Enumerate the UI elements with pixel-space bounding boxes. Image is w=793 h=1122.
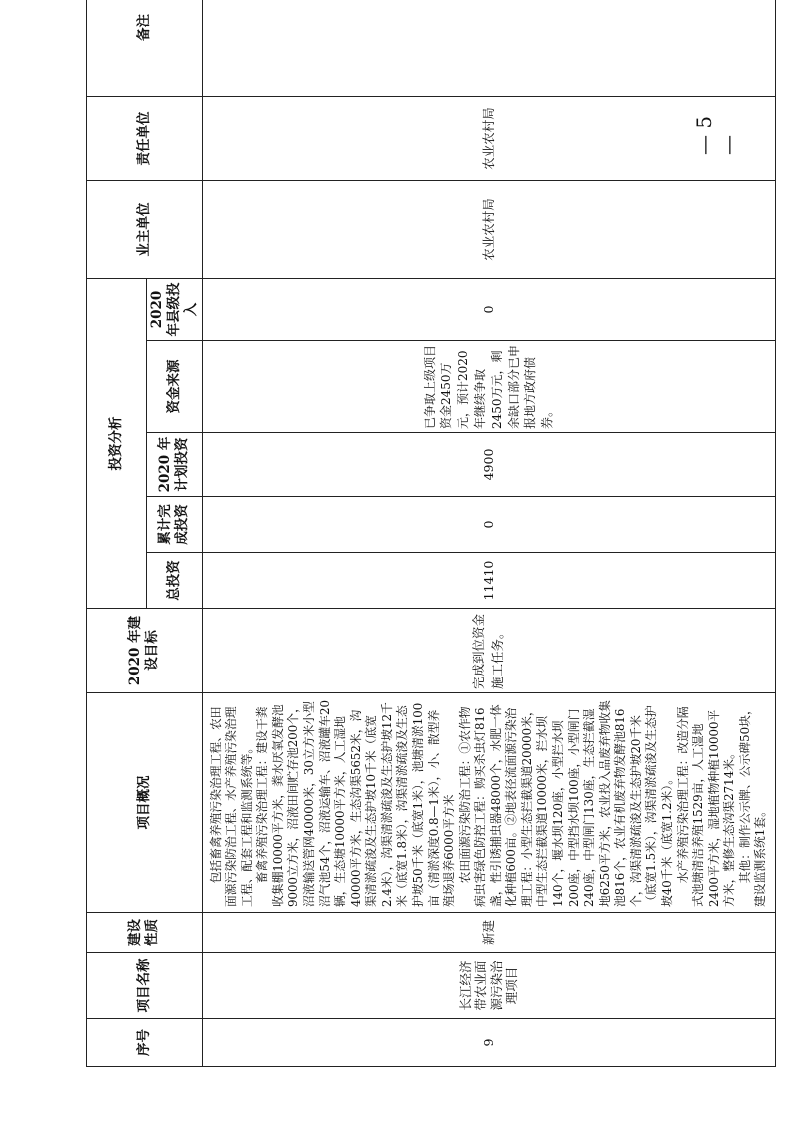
cell-plan-2020: 4900	[202, 433, 775, 497]
cell-target-2020: 完成到位资金施工任务。	[202, 609, 775, 693]
header-county-2020: 2020 年县级投入	[147, 278, 203, 340]
header-plan-2020: 2020 年计划投资	[147, 433, 203, 497]
header-seq: 序号	[87, 1019, 203, 1067]
header-fund-source: 资金来源	[147, 341, 203, 433]
header-responsible-unit: 责任单位	[87, 96, 203, 180]
header-overview: 项目概况	[87, 693, 203, 913]
overview-para-3: 农田面源污染防治工程：①农作物病虫害绿色防控工程：购买杀虫灯816盏，性引诱捕虫器48000个，水肥一体化种植600亩。②地表径流面源污染治理工程：小型生态拦截渠道20000米，中型生态拦截渠道10000米，拦水坝140个，堰水坝120座，小型拦水坝200座，中型挡水坝100座，小型闸门240座，中型闸门130座，生态拦截湿地6250平方米，农业投入品废弃物收集池816个，农业有机废弃物发酵池816个，沟渠清淤疏浚及生态护坡20千米（底宽1.5米），沟渠清淤疏浚及生态护坡40千米（底宽1.2米）。	[457, 700, 674, 907]
table-row	[202, 0, 775, 1067]
cell-fund-source: 已争取上级项目资金2450万元，预计2020年继续争取2450万元，剩余缺口部分已申报地方政府债券。	[202, 341, 775, 433]
project-table	[86, 0, 776, 1067]
header-total-investment: 总投资	[147, 553, 203, 609]
cell-responsible-unit: 农业农村局	[202, 96, 775, 180]
header-remarks: 备注	[87, 0, 203, 96]
header-name: 项目名称	[87, 953, 203, 1019]
cell-remarks	[202, 0, 775, 96]
header-cumulative-completed: 累计完成投资	[147, 497, 203, 553]
cell-county-2020: 0	[202, 278, 775, 340]
cell-seq: 9	[202, 1019, 775, 1067]
overview-para-1: 包括畜禽养殖污染治理工程、农田面源污染防治工程、水产养殖污染治理工程、配套工程和监测系统等。	[208, 706, 254, 907]
header-nature: 建设性质	[87, 913, 203, 953]
overview-para-4: 水产养殖污染治理工程：改造分隔式池塘清洁养殖1529亩，人工湿地2400平方米，湿地植物种植10000平方米，整修生态沟渠2714米。	[675, 706, 737, 907]
cell-owner-unit: 农业农村局	[202, 180, 775, 278]
header-target-2020: 2020 年建设目标	[87, 609, 203, 693]
cell-cumulative-completed: 0	[202, 497, 775, 553]
cell-overview	[202, 693, 775, 913]
rotated-table-container	[86, 13, 768, 1067]
cell-name: 长江经济带农业面源污染治理项目	[202, 953, 775, 1019]
header-investment-analysis: 投资分析	[87, 278, 147, 608]
cell-nature: 新建	[202, 913, 775, 953]
overview-para-5: 其他：制作公示牌、公示碑50块，建设监测系统1套。	[737, 703, 768, 907]
header-owner-unit: 业主单位	[87, 180, 203, 278]
overview-para-2: 畜禽养殖污染治理工程：建设干粪收集棚10000平方米，粪水厌氧发酵池9000立方米，沼液田间贮存池200个，沼液输送管网40000米，30立方米小型沼气池54个，沼液运输车、沼液罐车20辆，生态塘10000平方米，人工湿地40000平方米，生态沟渠5652米，沟渠清淤疏浚及生态护坡10千米（底宽2.4米），沟渠清淤疏浚及生态护坡12千米（底宽1.8米），沟渠清淤疏浚及生态护坡50千米（底宽1米），池塘清淤100亩（清淤深度0.8—1米），小、散型养殖场退养6000平方米	[255, 700, 457, 907]
page-number: — 5 —	[692, 115, 740, 155]
cell-total-investment: 11410	[202, 553, 775, 609]
